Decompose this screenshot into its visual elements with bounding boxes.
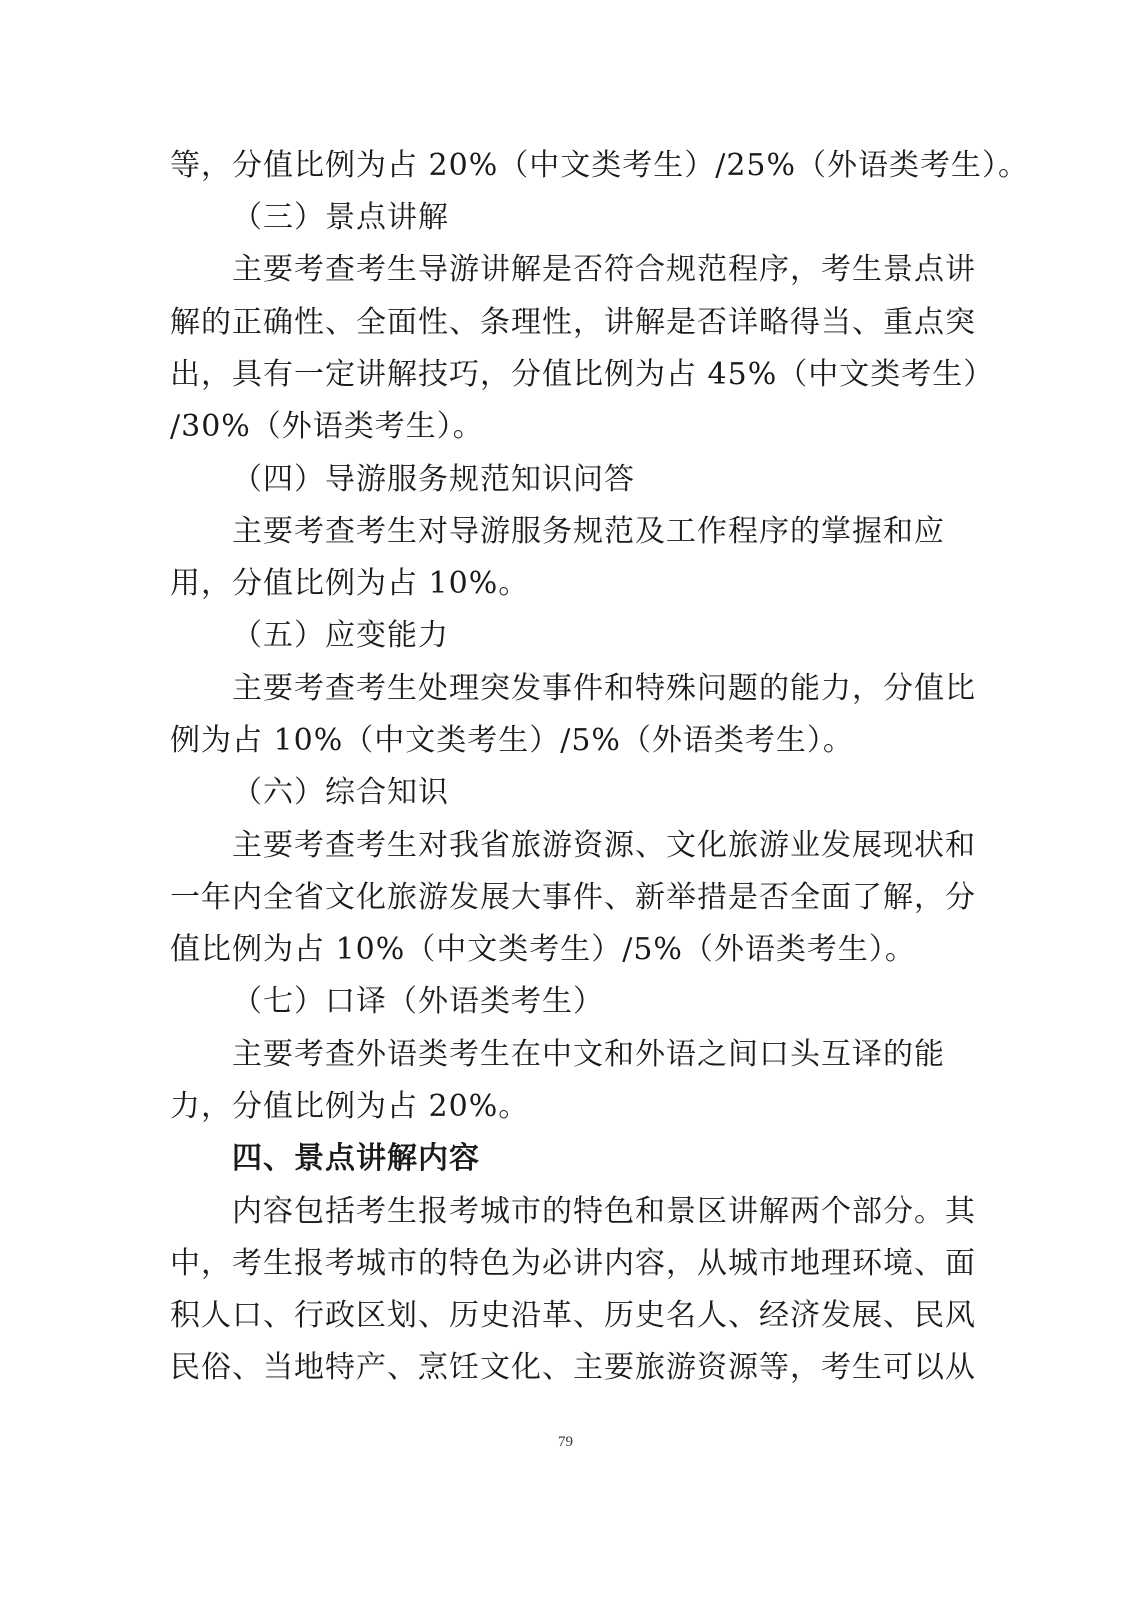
body-line: 一年内全省文化旅游发展大事件、新举措是否全面了解，分 — [170, 880, 976, 915]
body-line: 积人口、行政区划、历史沿革、历史名人、经济发展、民风 — [170, 1298, 976, 1333]
subheading-3: （三）景点讲解 — [232, 200, 449, 235]
subheading-7: （七）口译（外语类考生） — [232, 984, 604, 1019]
section-heading: 四、景点讲解内容 — [232, 1141, 480, 1176]
body-line: 民俗、当地特产、烹饪文化、主要旅游资源等，考生可以从 — [170, 1350, 976, 1385]
body-line: 内容包括考生报考城市的特色和景区讲解两个部分。其 — [232, 1194, 976, 1229]
body-line: 主要考查考生对我省旅游资源、文化旅游业发展现状和 — [232, 828, 976, 863]
body-line: 主要考查外语类考生在中文和外语之间口头互译的能 — [232, 1037, 945, 1072]
body-line: 解的正确性、全面性、条理性，讲解是否详略得当、重点突 — [170, 305, 976, 340]
page-number: 79 — [558, 1434, 573, 1450]
body-line: 用，分值比例为占 10%。 — [170, 566, 530, 601]
body-line: 出，具有一定讲解技巧，分值比例为占 45%（中文类考生） — [170, 357, 995, 392]
subheading-4: （四）导游服务规范知识问答 — [232, 462, 635, 497]
body-line: 主要考查考生导游讲解是否符合规范程序，考生景点讲 — [232, 252, 976, 287]
body-line: 力，分值比例为占 20%。 — [170, 1089, 530, 1124]
body-line: 例为占 10%（中文类考生）/5%（外语类考生）。 — [170, 723, 854, 758]
body-line: 等，分值比例为占 20%（中文类考生）/25%（外语类考生）。 — [170, 148, 1030, 183]
body-line: 主要考查考生处理突发事件和特殊问题的能力，分值比 — [232, 671, 976, 706]
subheading-6: （六）综合知识 — [232, 775, 449, 810]
body-line: /30%（外语类考生）。 — [170, 409, 484, 444]
subheading-5: （五）应变能力 — [232, 618, 449, 653]
body-line: 主要考查考生对导游服务规范及工作程序的掌握和应 — [232, 514, 945, 549]
body-line: 中，考生报考城市的特色为必讲内容，从城市地理环境、面 — [170, 1246, 976, 1281]
body-line: 值比例为占 10%（中文类考生）/5%（外语类考生）。 — [170, 932, 916, 967]
